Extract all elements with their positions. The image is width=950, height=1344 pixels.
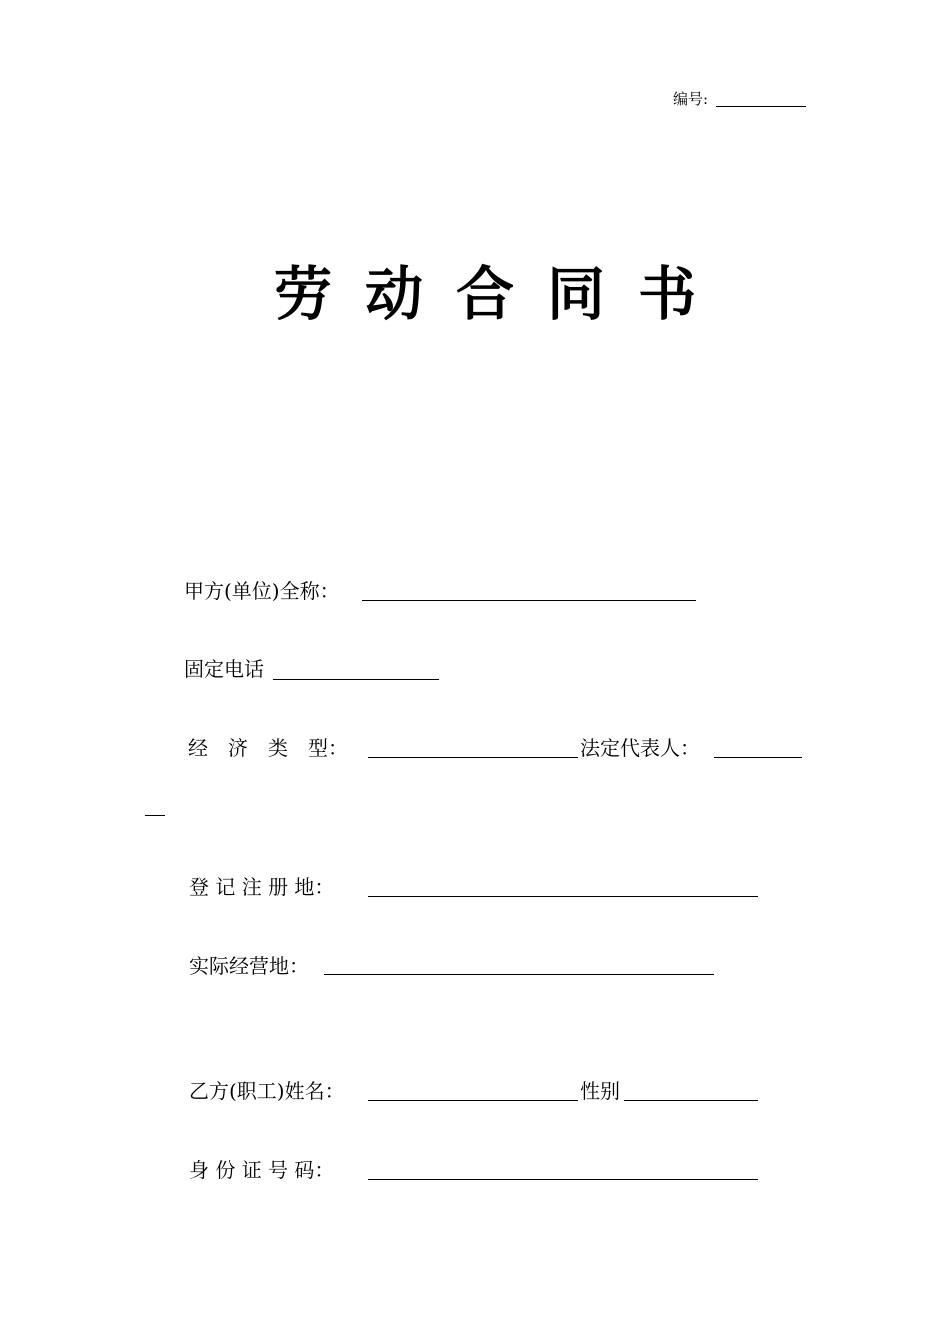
- party-a-full-name-label: 甲方(单位)全称：: [184, 579, 340, 603]
- document-title: [274, 262, 696, 326]
- party-b-id-number-label: 身 份 证 号 码：: [189, 1158, 335, 1182]
- legal-representative-field[interactable]: [714, 757, 802, 758]
- title-char: 动: [365, 260, 424, 328]
- title-char: 同: [547, 260, 606, 328]
- party-a-phone-label: 固定电话: [184, 657, 264, 681]
- party-a-phone-field[interactable]: [273, 679, 439, 680]
- party-b-id-number-field[interactable]: [368, 1179, 758, 1180]
- title-char: 合: [456, 260, 515, 328]
- legal-representative-field-continuation[interactable]: [145, 815, 165, 816]
- actual-address-field[interactable]: [324, 974, 714, 975]
- party-b-name-field[interactable]: [368, 1100, 578, 1101]
- title-char: 书: [638, 260, 697, 328]
- economic-type-label: 经 济 类 型：: [188, 736, 348, 760]
- party-b-gender-field[interactable]: [624, 1100, 758, 1101]
- party-b-name-label: 乙方(职工)姓名：: [189, 1079, 345, 1103]
- actual-address-label: 实际经营地：: [189, 954, 309, 978]
- document-number-field[interactable]: [716, 106, 806, 107]
- party-a-full-name-field[interactable]: [362, 600, 696, 601]
- party-b-gender-label: 性别: [580, 1079, 620, 1103]
- title-char: 劳: [274, 260, 333, 328]
- legal-representative-label: 法定代表人：: [580, 736, 700, 760]
- document-number-label: 编号:: [673, 90, 709, 108]
- registered-address-label: 登 记 注 册 地：: [189, 875, 335, 899]
- economic-type-field[interactable]: [368, 757, 578, 758]
- registered-address-field[interactable]: [368, 896, 758, 897]
